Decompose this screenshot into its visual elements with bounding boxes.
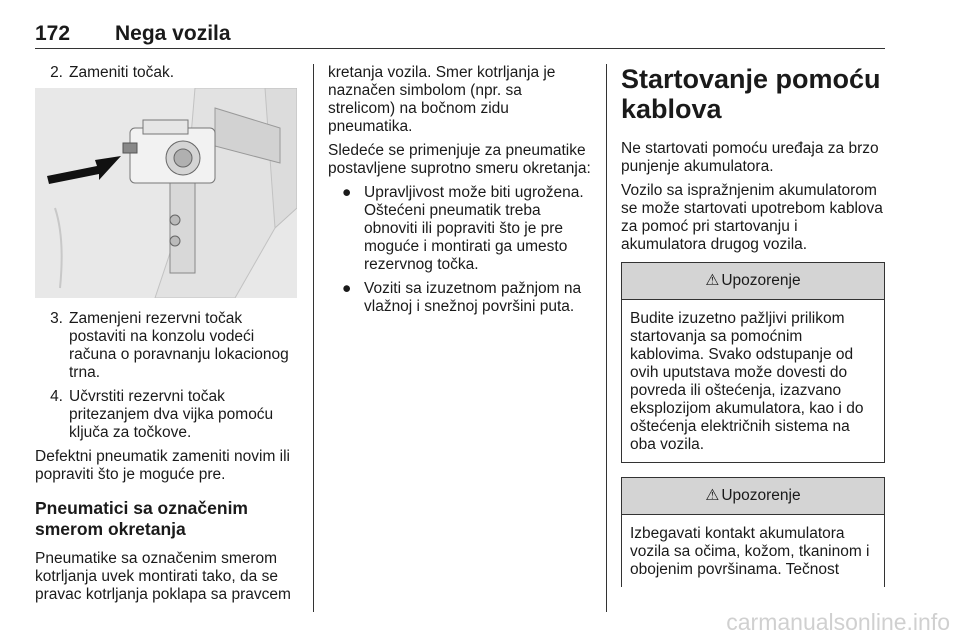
column-1 — [35, 64, 299, 610]
warning-text: Izbegavati kontakt akumulatora vozila sa očima, kožom, tkaninom i obojenim površinama. Tečnost — [630, 525, 870, 578]
paragraph: kretanja vozila. Smer kotrljanja je naznačen simbolom (npr. sa strelicom) na bočnom zidu pneumatika. — [328, 64, 556, 135]
paragraph: Sledeće se primenjuje za pneumatike postavljene suprotno smeru okretanja: — [328, 142, 591, 177]
warning-title: Upozorenje — [721, 487, 801, 504]
column-divider — [313, 64, 314, 612]
section-subheading: Pneumatici sa označenim smerom okretanja — [35, 498, 248, 539]
bullet-text: Voziti sa izuzetnom pažnjom na vlažnoj i snežnoj površini puta. — [364, 280, 582, 315]
page-number: 172 — [35, 22, 71, 45]
step-number: 2. — [50, 64, 63, 81]
illustration-svg — [35, 88, 297, 298]
step-3 — [35, 310, 299, 382]
step-number: 3. — [50, 310, 63, 327]
bullet-text: Upravljivost može biti ugrožena. Oštećeni pneumatik treba obnoviti ili popraviti što je pre moguće i montirati ga umesto rezervnog točka. — [364, 184, 584, 273]
warning-title: Upozorenje — [721, 272, 801, 289]
bullet-item — [328, 184, 592, 274]
column-divider — [606, 64, 607, 612]
bullet-icon: ● — [342, 184, 352, 201]
spare-wheel-bracket-illustration — [35, 88, 297, 298]
warning-box — [621, 477, 885, 587]
paragraph: Defektni pneumatik zameniti novim ili popraviti što je moguće pre. — [35, 448, 290, 483]
step-2 — [35, 64, 299, 82]
watermark: carmanualsonline.info — [726, 609, 950, 635]
header-rule — [35, 48, 885, 49]
step-4 — [35, 388, 299, 442]
step-text: Učvrstiti rezervni točak pritezanjem dva vijka pomoću ključa za točkove. — [69, 388, 274, 441]
paragraph: Vozilo sa ispražnjenim akumulatorom se može startovati upotrebom kablova za pomoć pri startovanju i akumulatora drugog vozila. — [621, 182, 883, 253]
step-number: 4. — [50, 388, 63, 405]
chapter-title: Nega vozila — [115, 22, 231, 45]
paragraph: Ne startovati pomoću uređaja za brzo punjenje akumulatora. — [621, 140, 879, 175]
column-2 — [328, 64, 592, 322]
paragraph: Pneumatike sa označenim smerom kotrljanja uvek montirati tako, da se pravac kotrljanja poklapa sa pravcem — [35, 550, 291, 603]
warning-box — [621, 262, 885, 463]
section-heading: Startovanje pomoću kablova — [621, 64, 881, 124]
step-text: Zameniti točak. — [69, 64, 175, 81]
warning-icon: ⚠ — [705, 272, 720, 289]
warning-header — [622, 478, 884, 515]
step-text: Zamenjeni rezervni točak postaviti na konzolu vodeći računa o poravnanju lokacionog trna. — [69, 310, 289, 381]
warning-header — [622, 263, 884, 300]
bullet-icon: ● — [342, 280, 352, 297]
bullet-item — [328, 280, 592, 316]
page-header — [35, 22, 885, 50]
column-3 — [621, 64, 885, 601]
warning-icon: ⚠ — [705, 487, 720, 504]
warning-text: Budite izuzetno pažljivi prilikom startovanja sa pomoćnim kablovima. Svako odstupanje od ovih uputstava može dovesti do povreda ili oštećenja, izazvano eksplozijom akumulatora, kao i do oštećenja električnih sistema na oba vozila. — [630, 310, 864, 453]
